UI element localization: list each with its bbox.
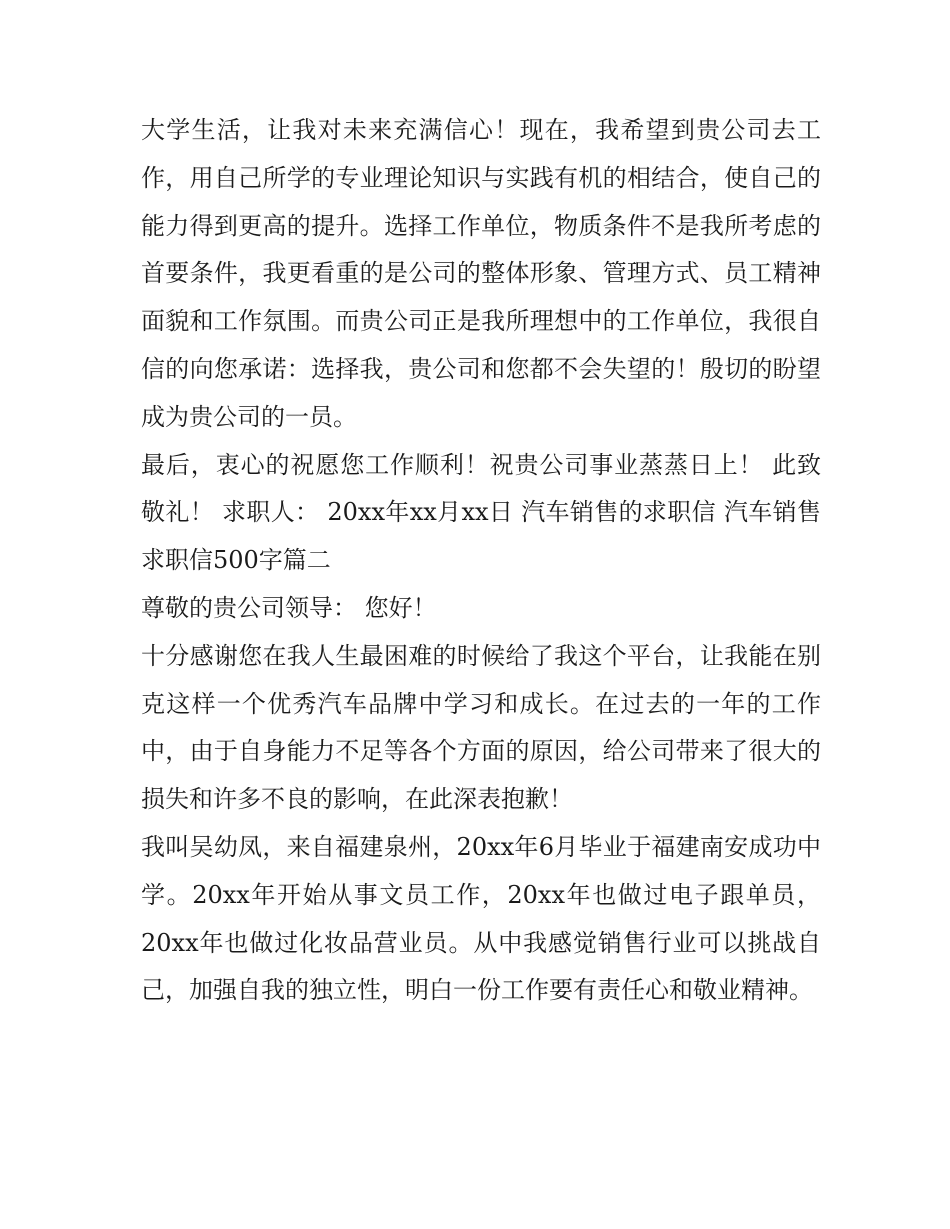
paragraph-self-introduction: 我叫吴幼凤，来自福建泉州，20xx年6月毕业于福建南安成功中学。20xx年开始从事文员工作，20xx年也做过电子跟单员，20xx年也做过化妆品营业员。从中我感觉销售行业可以挑战自己，加强自我的独立性，明白一份工作要有责任心和敬业精神。	[141, 832, 821, 1005]
document-body	[141, 107, 821, 1015]
paragraph-apology: 十分感谢您在我人生最困难的时候给了我这个平台，让我能在别克这样一个优秀汽车品牌中学习和成长。在过去的一年的工作中，由于自身能力不足等各个方面的原因，给公司带来了很大的损失和许多不良的影响，在此深表抱歉！	[141, 641, 821, 814]
paragraph-application-closing: 大学生活，让我对未来充满信心！现在，我希望到贵公司去工作，用自己所学的专业理论知识与实践有机的相结合，使自己的能力得到更高的提升。选择工作单位，物质条件不是我所考虑的首要条件，我更看重的是公司的整体形象、管理方式、员工精神面貌和工作氛围。而贵公司正是我所理想中的工作单位，我很自信的向您承诺：选择我，贵公司和您都不会失望的！殷切的盼望成为贵公司的一员。	[141, 116, 821, 431]
paragraph-salutation: 尊敬的贵公司领导： 您好！	[141, 593, 437, 622]
paragraph-signature-and-title: 最后，衷心的祝愿您工作顺利！祝贵公司事业蒸蒸日上！ 此致 敬礼！ 求职人： 20xx年xx月xx日 汽车销售的求职信 汽车销售求职信500字篇二	[141, 450, 821, 575]
